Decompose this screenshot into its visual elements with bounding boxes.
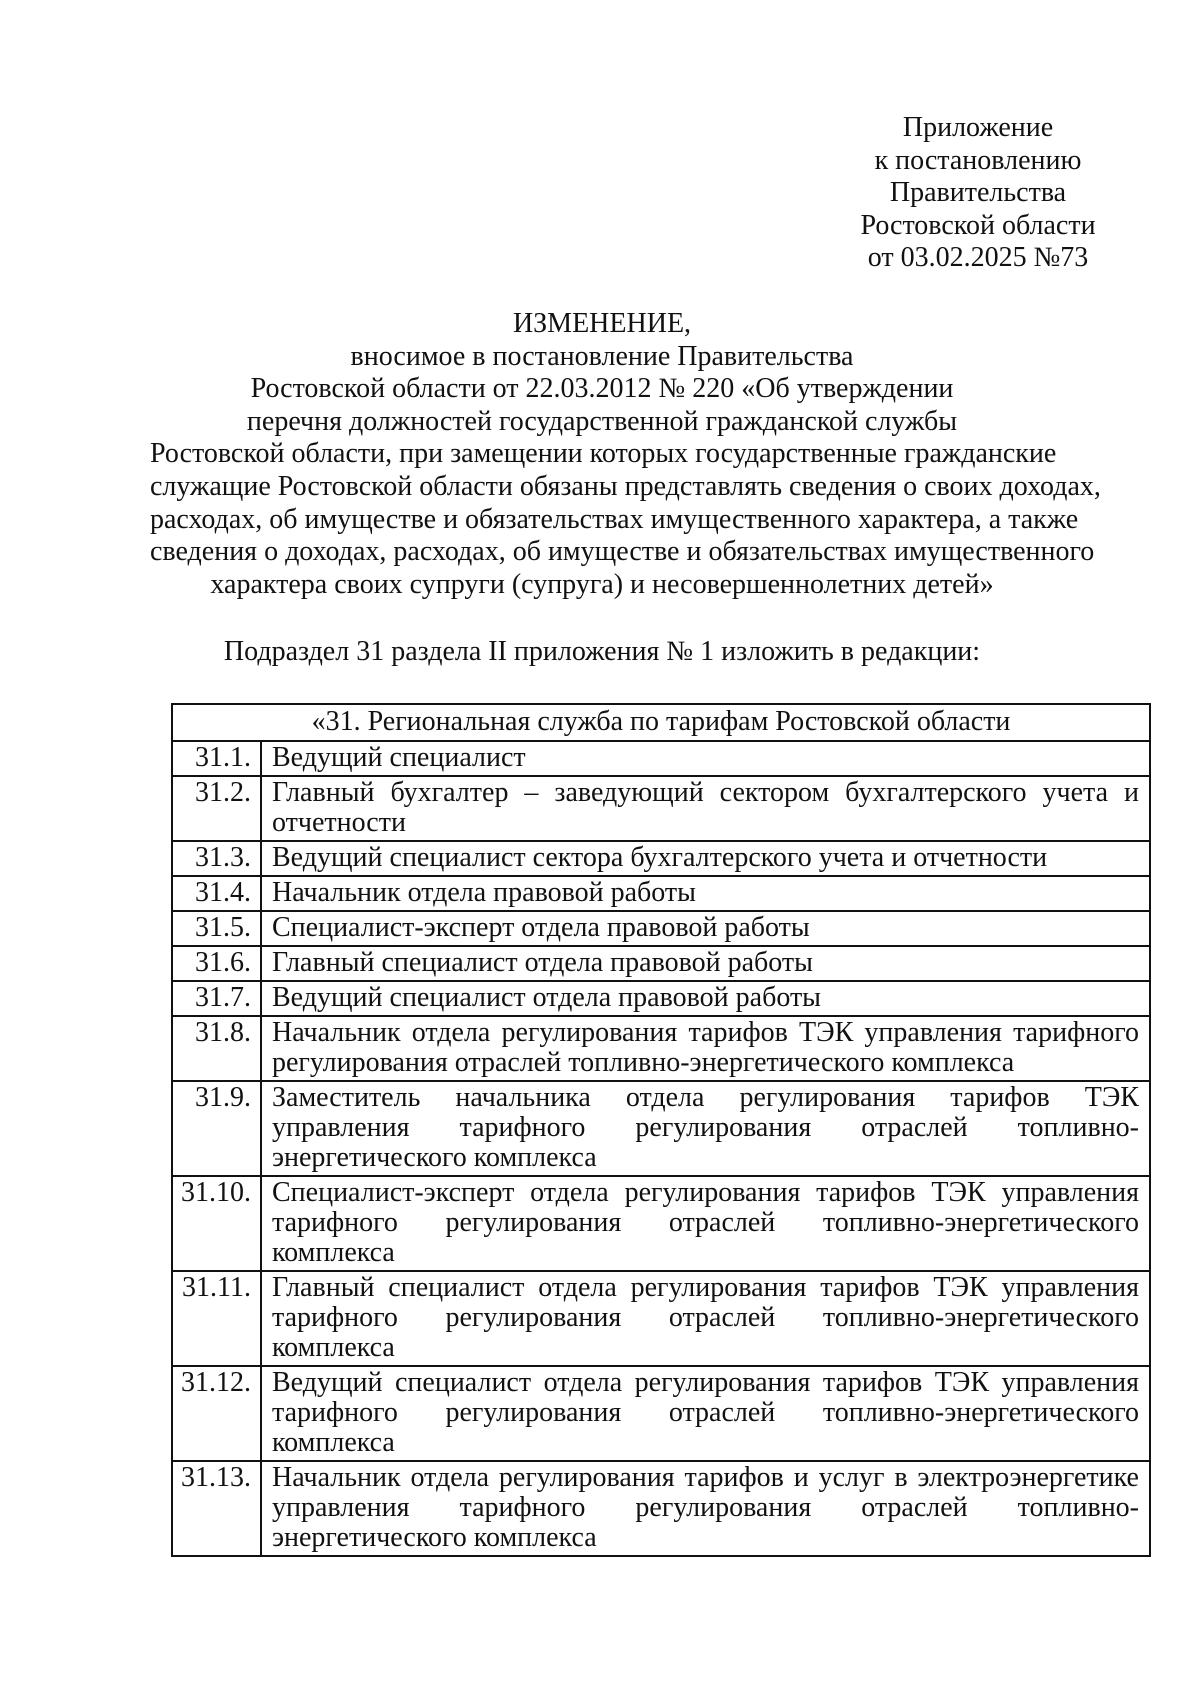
title-line: Ростовской области от 22.03.2012 № 220 «Об утверждении	[250, 373, 954, 405]
row-position: Начальник отдела регулирования тарифов и услуг в электроэнергетике управления тарифного регулирования отраслей топливно-энергетического комплекса	[261, 1461, 1150, 1556]
row-position: Начальник отдела правовой работы	[261, 876, 1150, 911]
document-title	[150, 308, 1101, 601]
row-position: Главный специалист отдела правовой работы	[261, 946, 1150, 981]
appendix-date-number: от 03.02.2025 №73	[867, 242, 1089, 274]
title-line: Ростовской области, при замещении которых государственные гражданские	[150, 438, 1057, 470]
appendix-line: Правительства	[889, 177, 1067, 209]
row-number: 31.9.	[172, 1081, 261, 1176]
table-row	[172, 776, 1150, 841]
row-number: 31.8.	[172, 1016, 261, 1081]
row-number: 31.10.	[172, 1176, 261, 1271]
positions-table	[171, 703, 1151, 1557]
title-line: расходах, об имуществе и обязательствах имущественного характера, а также	[150, 503, 1079, 535]
row-position: Ведущий специалист отдела правовой работы	[261, 981, 1150, 1016]
row-position: Специалист-эксперт отдела правовой работы	[261, 911, 1150, 946]
row-number: 31.3.	[172, 841, 261, 876]
row-position: Заместитель начальника отдела регулирования тарифов ТЭК управления тарифного регулирования отраслей топливно-энергетического комплекса	[261, 1081, 1150, 1176]
table-row	[172, 911, 1150, 946]
appendix-line: Ростовской области	[860, 209, 1096, 241]
row-position: Начальник отдела регулирования тарифов ТЭК управления тарифного регулирования отраслей топливно-энергетического комплекса	[261, 1016, 1150, 1081]
row-position: Ведущий специалист сектора бухгалтерского учета и отчетности	[261, 841, 1150, 876]
row-number: 31.2.	[172, 776, 261, 841]
row-number: 31.13.	[172, 1461, 261, 1556]
row-number: 31.1.	[172, 741, 261, 776]
table-header-row	[172, 704, 1150, 741]
table-row	[172, 1271, 1150, 1366]
table-row	[172, 741, 1150, 776]
title-heading: ИЗМЕНЕНИЕ,	[512, 308, 692, 339]
row-position: Ведущий специалист	[261, 741, 1150, 776]
row-number: 31.12.	[172, 1366, 261, 1461]
table-header-cell: «31. Региональная служба по тарифам Ростовской области	[172, 704, 1150, 741]
table-row	[172, 1366, 1150, 1461]
appendix-block	[820, 112, 1136, 275]
table-row	[172, 841, 1150, 876]
row-position: Главный бухгалтер – заведующий сектором бухгалтерского учета и отчетности	[261, 776, 1150, 841]
table-row	[172, 1176, 1150, 1271]
row-number: 31.4.	[172, 876, 261, 911]
row-number: 31.5.	[172, 911, 261, 946]
table-row	[172, 1461, 1150, 1556]
table-row	[172, 876, 1150, 911]
table-row	[172, 946, 1150, 981]
row-position: Ведущий специалист отдела регулирования тарифов ТЭК управления тарифного регулирования отраслей топливно-энергетического комплекса	[261, 1366, 1150, 1461]
title-line: характера своих супруги (супруга) и несовершеннолетних детей»	[210, 568, 994, 600]
table-row	[172, 1016, 1150, 1081]
title-line: служащие Ростовской области обязаны представлять сведения о своих доходах,	[150, 470, 1101, 502]
table-row	[172, 981, 1150, 1016]
title-line: вносимое в постановление Правительства	[350, 340, 854, 372]
row-number: 31.7.	[172, 981, 261, 1016]
row-position: Главный специалист отдела регулирования тарифов ТЭК управления тарифного регулирования отраслей топливно-энергетического комплекса	[261, 1271, 1150, 1366]
intro-paragraph: Подраздел 31 раздела II приложения № 1 изложить в редакции:	[223, 636, 981, 667]
appendix-line: к постановлению	[874, 144, 1082, 176]
appendix-line: Приложение	[902, 112, 1054, 143]
row-number: 31.11.	[172, 1271, 261, 1366]
row-number: 31.6.	[172, 946, 261, 981]
title-line: сведения о доходах, расходах, об имуществе и обязательствах имущественного	[150, 536, 1095, 568]
row-position: Специалист-эксперт отдела регулирования тарифов ТЭК управления тарифного регулирования отраслей топливно-энергетического комплекса	[261, 1176, 1150, 1271]
title-line: перечня должностей государственной гражданской службы	[246, 405, 958, 437]
table-row	[172, 1081, 1150, 1176]
